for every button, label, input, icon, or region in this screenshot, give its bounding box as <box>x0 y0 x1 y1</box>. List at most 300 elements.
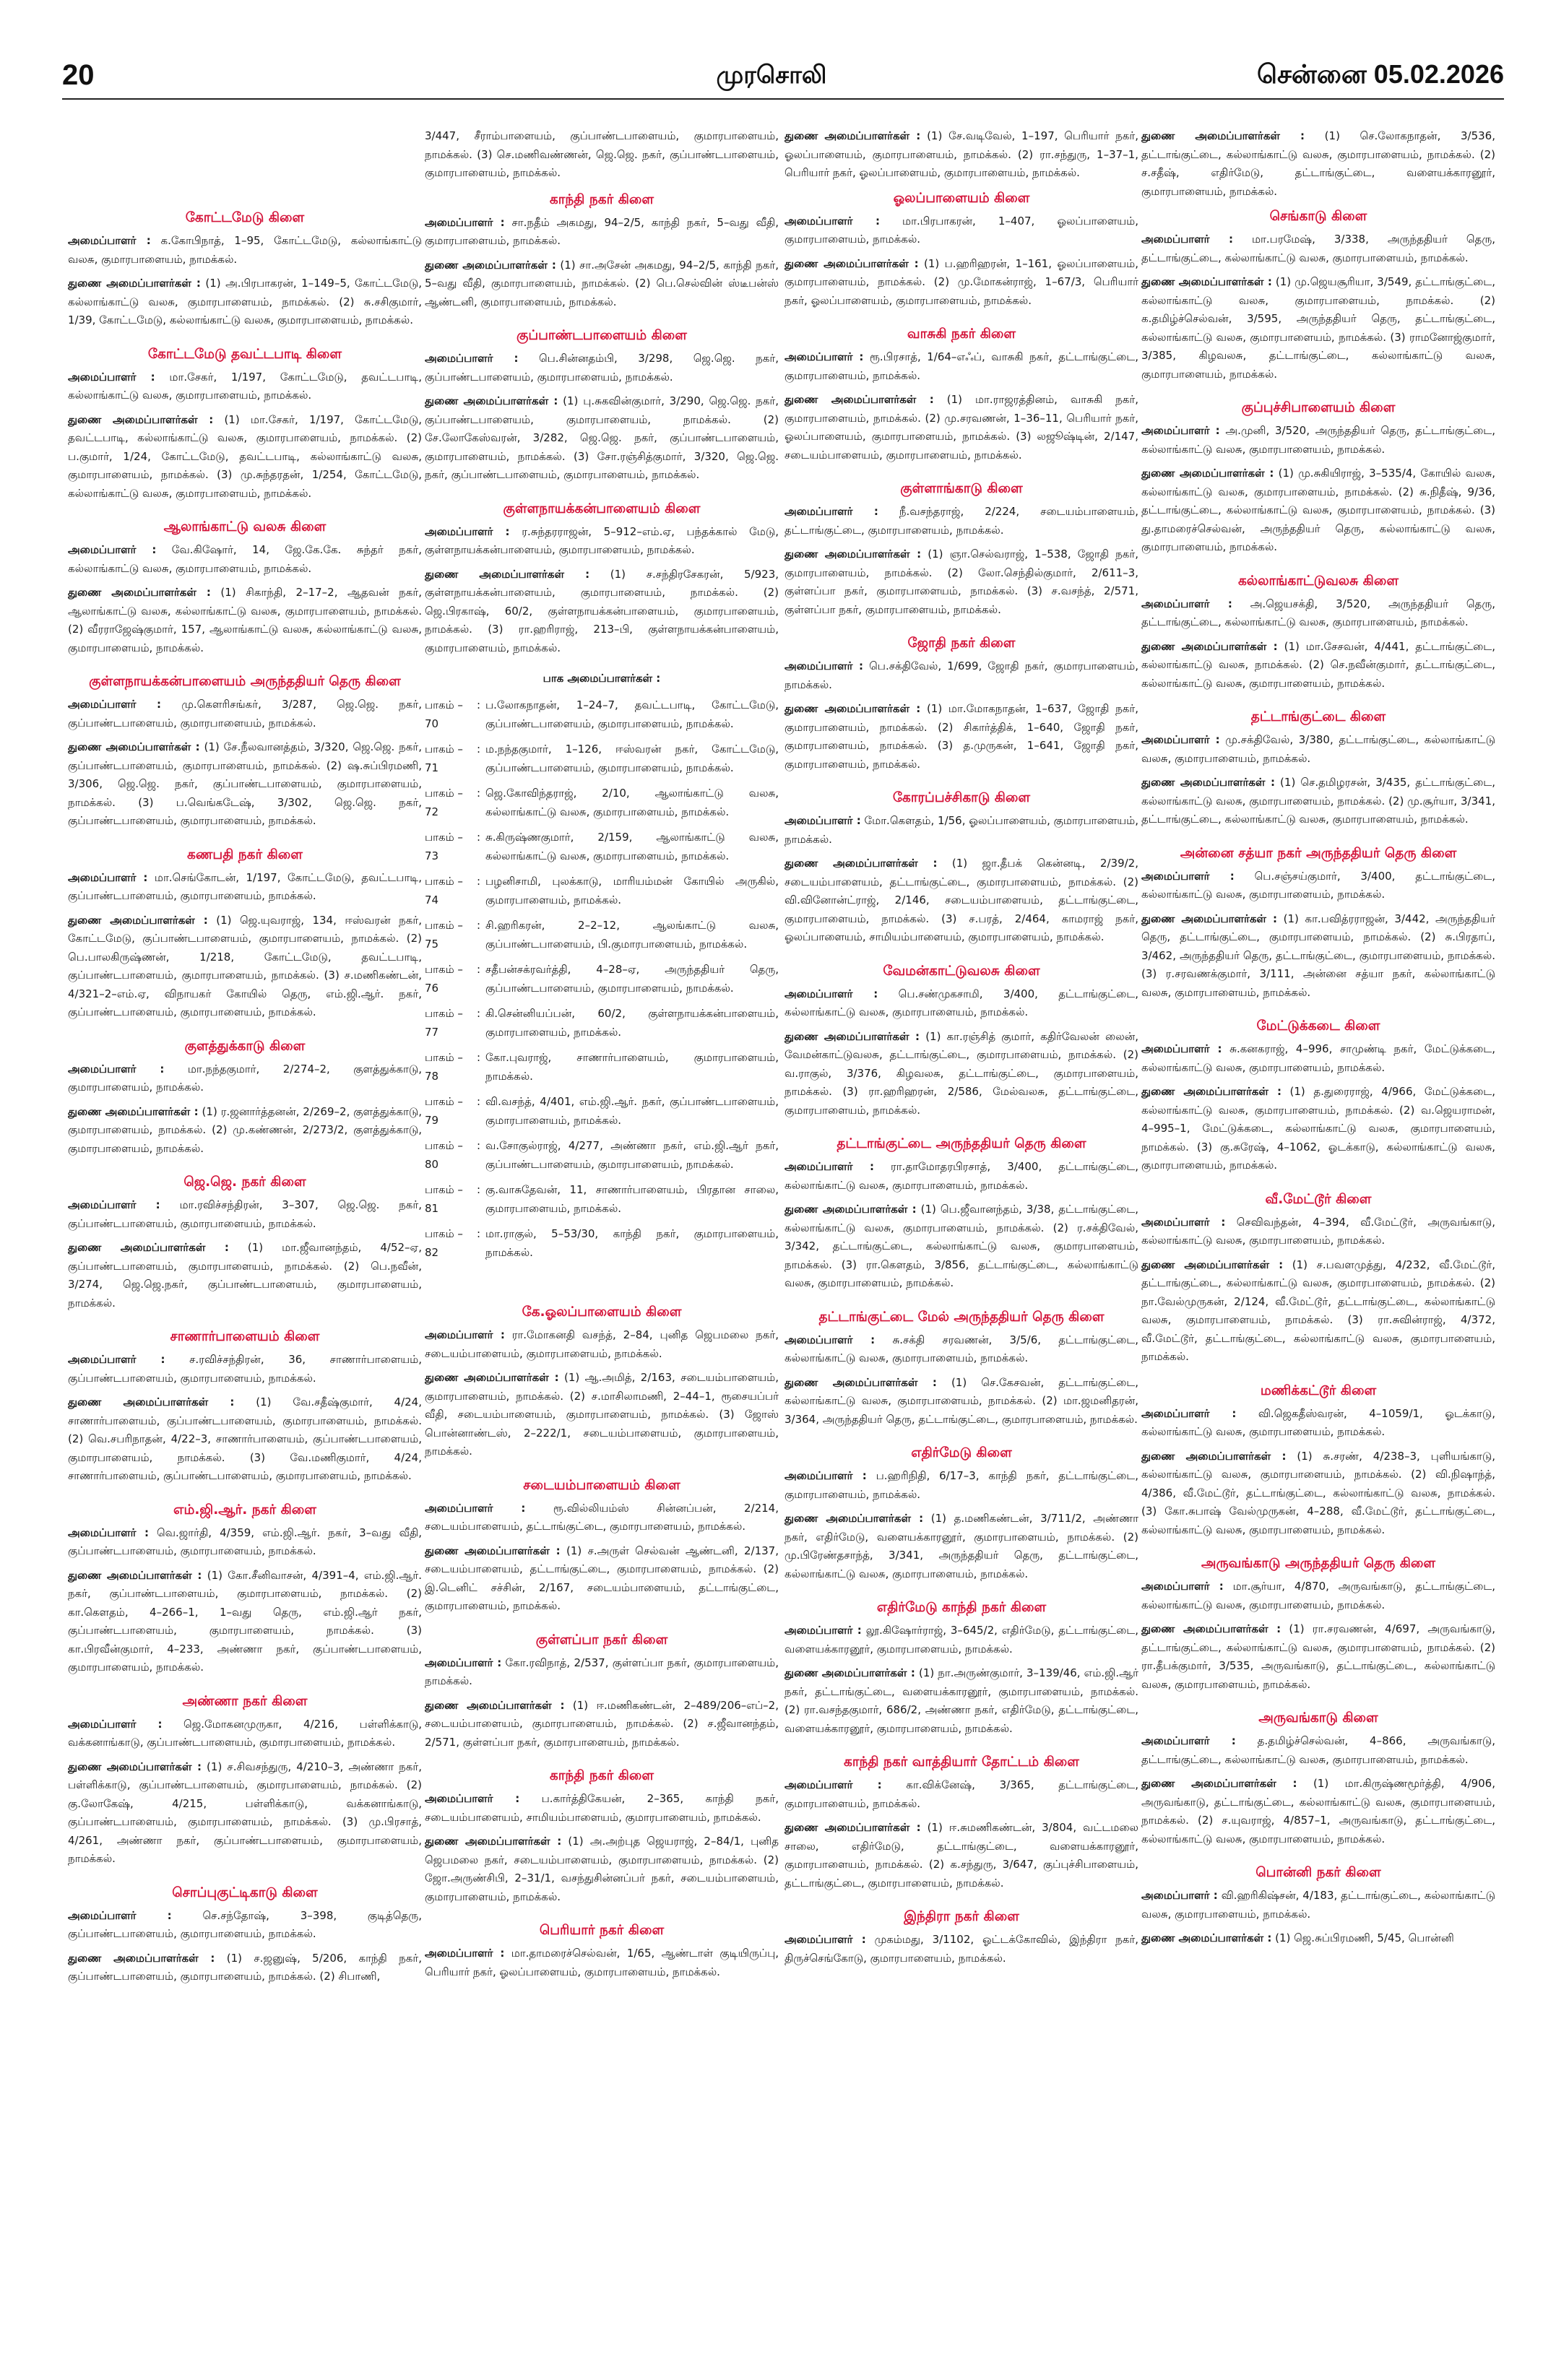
member-details: (1) சு.சரண், 4/238–3, புளியங்காடு, கல்லாங்காட்டு வலசு, குமாரபாளையம், நாமக்கல். (2) வி.நிஷாந்த், 4/386, வீ.மேட்டூர், தட்டாங்குட்டை, கல்லாங்காட்டு வலசு, நாமக்கல். (3) கோ.சுபாஷ் வேல்முருகன், 4–288, வீ.மேட்டூர், தட்டாங்குட்டை, கல்லாங்காட்டு வலசு, குமாரபாளையம், நாமக்கல். <box>1141 1449 1495 1536</box>
member-details: மு.கௌரிசங்கர், 3/287, ஜெ.ஜெ. நகர், குப்பாண்டபாளையம், குமாரபாளையம், நாமக்கல். <box>68 698 422 730</box>
continued-text: 3/447, சீராம்பாளையம், குப்பாண்டபாளையம், குமாரபாளையம், நாமக்கல். (3) செ.மணிவண்ணன், ஜெ.ஜெ. நகர், குப்பாண்டபாளையம், குமாரபாளையம், நாமக்கல். <box>425 129 779 179</box>
booth-number: பாகம் – 81 <box>425 1183 463 1215</box>
role-label: துணை அமைப்பாளர்கள் : <box>425 394 558 407</box>
branch-section <box>425 1766 779 1906</box>
role-label: அமைப்பாளர் : <box>425 1947 505 1960</box>
branch-section <box>1141 1016 1495 1175</box>
member-entry <box>785 1331 1138 1368</box>
branch-section <box>1141 1554 1495 1694</box>
member-entry <box>68 274 422 330</box>
member-details: (1) மா.ஜீவானந்தம், 4/52–ஏ, குப்பாண்டபாளையம், குமாரபாளையம், நாமக்கல். (2) பெ.நவீன், 3/274, ஜெ.ஜெ.நகர், குப்பாண்டபாளையம், குமாரபாளையம், நாமக்கல். <box>68 1241 422 1310</box>
member-details: சா.நதீம் அகமது, 94–2/5, காந்தி நகர், 5–வது வீதி, குமாரபாளையம், நாமக்கல். <box>425 215 779 247</box>
member-entry <box>1141 422 1495 459</box>
booth-organiser: மா.ராகுல், 5–53/30, காந்தி நகர், குமாரபாளையம், நாமக்கல். <box>485 1227 779 1259</box>
booth-row <box>425 917 779 953</box>
member-details: (1) அ.பிரபாகரன், 1–149–5, கோட்டமேடு, கல்லாங்காட்டு வலசு, குமாரபாளையம், நாமக்கல். (2) சு.சசிகுமார், 1/39, கோட்டமேடு, கல்லாங்காட்டு வலசு, குமாரபாளையம், நாமக்கல். <box>68 277 422 326</box>
branch-title: சொப்புகுட்டிகாடு கிளை <box>172 1884 318 1900</box>
member-entry <box>785 545 1138 619</box>
branch-title: செங்காடு கிளை <box>1269 209 1367 224</box>
branch-section <box>785 1443 1138 1583</box>
role-label: துணை அமைப்பாளர்கள் : <box>1141 1449 1287 1463</box>
branch-title: கோரப்பச்சிகாடு கிளை <box>892 790 1031 805</box>
branch-section <box>785 324 1138 464</box>
branch-title: குப்பாண்டபாளையம் கிளை <box>517 328 687 343</box>
member-entry <box>68 696 422 732</box>
member-entry <box>785 127 1138 183</box>
member-entry <box>1141 1887 1495 1924</box>
booth-row <box>425 873 779 909</box>
edition-date: சென்னை 05.02.2026 <box>1256 59 1504 89</box>
branch-title: சாணார்பாளையம் கிளை <box>170 1329 320 1344</box>
member-entry <box>785 1028 1138 1120</box>
booth-row <box>425 961 779 998</box>
member-details: (1) ச.பவளமுத்து, 4/232, வீ.மேட்டூர், தட்டாங்குட்டை, கல்லாங்காட்டு வலசு, குமாரபாளையம், நாமக்கல். (2) நா.வேல்முருகன், 2/124, வீ.மேட்டூர், தட்டாங்குட்டை, கல்லாங்காட்டு வலசு, குமாரபாளையம், நாமக்கல். (3) ரா.சுவின்ராஜ், 4/372, வீ.மேட்டூர், தட்டாங்குட்டை, கல்லாங்காட்டு வலசு, குமாரபாளையம், நாமக்கல். <box>1141 1258 1495 1363</box>
member-details: (1) வே.சதீஷ்குமார், 4/24, சாணார்பாளையம், குப்பாண்டபாளையம், குமாரபாளையம், நாமக்கல். (2) வெ.சபரிநாதன், 4/22–3, சாணார்பாளையம், குப்பாண்டபாளையம், குமாரபாளையம், நாமக்கல். (3) வே.மணிகுமார், 4/24, சாணார்பாளையம், குப்பாண்டபாளையம், குமாரபாளையம், நாமக்கல். <box>68 1395 422 1482</box>
member-entry <box>785 1776 1138 1813</box>
branch-title: தட்டாங்குட்டை கிளை <box>1250 709 1386 724</box>
member-entry <box>68 738 422 831</box>
member-details: (1) ஞா.செல்வராஜ், 1–538, ஜோதி நகர், குமாரபாளையம், நாமக்கல். (2) லோ.செந்தில்குமார், 2/611–3, குள்ளப்பா நகர், குமாரபாளையம், நாமக்கல். (3) ச.வசந்த், 2/571, குள்ளப்பா நகர், குமாரபாளையம், நாமக்கல். <box>785 548 1138 616</box>
role-label: அமைப்பாளர் : <box>785 214 880 228</box>
role-label: துணை அமைப்பாளர்கள் : <box>1141 275 1272 288</box>
member-entry <box>785 1931 1138 1968</box>
member-details: வி.ஹரிகிஷ்சன், 4/183, தட்டாங்குட்டை, கல்லாங்காட்டு வலசு, குமாரபாளையம், நாமக்கல். <box>1141 1889 1495 1921</box>
booth-organiser: கி.சென்னியப்பன், 60/2, குள்ளநாயக்கன்பாளையம், குமாரபாளையம், நாமக்கல். <box>485 1007 779 1039</box>
role-label: அமைப்பாளர் : <box>68 698 162 711</box>
member-details: கா.விக்னேஷ், 3/365, தட்டாங்குட்டை, குமாரபாளையம், நாமக்கல். <box>785 1778 1138 1810</box>
branch-title: கே.ஓலப்பாளையம் கிளை <box>522 1304 682 1320</box>
role-label: துணை அமைப்பாளர்கள் : <box>785 129 921 142</box>
member-details: மோ.கௌதம், 1/56, ஓலப்பாளையம், குமாரபாளையம், நாமக்கல். <box>785 814 1138 846</box>
member-entry <box>785 1200 1138 1293</box>
member-details: (1) சே.நீலவானத்தம், 3/320, ஜெ.ஜெ. நகர், குப்பாண்டபாளையம், குமாரபாளையம், நாமக்கல். (2) ஷ.சுப்பிரமணி, 3/306, ஜெ.ஜெ. நகர், குப்பாண்டபாளையம், குமாரபாளையம், நாமக்கல். (3) ப.வெங்கடேஷ், 3/302, ஜெ.ஜெ. நகர், குப்பாண்டபாளையம், குமாரபாளையம், நாமக்கல். <box>68 740 422 827</box>
branch-title: தட்டாங்குட்டை மேல் அருந்ததியர் தெரு கிளை <box>818 1309 1105 1325</box>
role-label: அமைப்பாளர் : <box>425 1656 502 1669</box>
branch-title: பெரியார் நகர் கிளை <box>539 1923 665 1938</box>
role-label: அமைப்பாளர் : <box>425 352 519 365</box>
branch-title: அருவங்காடு அருந்ததியர் தெரு கிளை <box>1201 1556 1436 1571</box>
role-label: துணை அமைப்பாளர்கள் : <box>785 393 934 406</box>
branch-section <box>1141 1190 1495 1367</box>
role-label: அமைப்பாளர் : <box>1141 1215 1226 1229</box>
role-label: துணை அமைப்பாளர்கள் : <box>68 1241 229 1254</box>
role-label: அமைப்பாளர் : <box>1141 1889 1218 1902</box>
branch-title: ஜெ.ஜெ. நகர் கிளை <box>183 1174 306 1190</box>
member-details: (1) ஜெ.சுப்பிரமணி, 5/45, பொன்னி <box>1271 1931 1454 1944</box>
role-label: அமைப்பாளர் : <box>785 1778 882 1791</box>
member-entry <box>1141 464 1495 557</box>
booth-number: பாகம் – 72 <box>425 787 463 818</box>
branch-section <box>68 1327 422 1486</box>
member-details: (1) மா.ராஜரத்தினம், வாசுகி நகர், குமாரபாளையம், நாமக்கல். (2) மு.சரவணன், 1–36–11, பெரியார் நகர், ஓலப்பாளையம், குமாரபாளையம், நாமக்கல். (3) லஜூஷ்டின், 2/147, சடையம்பாளையம், குமாரபாளையம், நாமக்கல். <box>785 393 1138 462</box>
role-label: துணை அமைப்பாளர்கள் : <box>1141 1622 1281 1635</box>
branch-section <box>1141 844 1495 1003</box>
booth-separator: : <box>477 1007 481 1020</box>
member-details: மா.பரமேஷ், 3/338, அருந்ததியர் தெரு, தட்டாங்குட்டை, கல்லாங்காட்டு வலசு, குமாரபாளையம், நாமக்கல். <box>1141 233 1495 264</box>
branch-section <box>425 1630 779 1752</box>
member-entry <box>1141 638 1495 693</box>
role-label: துணை அமைப்பாளர்கள் : <box>1141 1085 1281 1098</box>
booth-separator: : <box>477 1095 481 1108</box>
role-label: அமைப்பாளர் : <box>68 234 151 247</box>
role-label: துணை அமைப்பாளர்கள் : <box>1141 639 1278 653</box>
masthead-divider <box>62 98 1504 100</box>
booth-separator: : <box>477 787 481 800</box>
branch-title: எம்.ஜி.ஆர். நகர் கிளை <box>173 1502 316 1518</box>
branch-title: எதிர்மேடு காந்தி நகர் கிளை <box>876 1600 1047 1615</box>
member-entry <box>1141 731 1495 768</box>
role-label: துணை அமைப்பாளர்கள் : <box>68 1951 215 1965</box>
role-label: அமைப்பாளர் : <box>68 870 148 884</box>
role-label: துணை அமைப்பாளர்கள் : <box>1141 467 1274 480</box>
member-entry <box>425 1832 779 1906</box>
branch-section <box>785 788 1138 947</box>
member-entry <box>425 1369 779 1461</box>
booth-separator: : <box>477 698 481 711</box>
branch-section <box>785 479 1138 619</box>
member-details: (1) செ.லோகநாதன், 3/536, தட்டாங்குட்டை, கல்லாங்காட்டு வலசு, குமாரபாளையம், நாமக்கல். (2) ச.சதீஷ், எதிர்மேடு, தட்டாங்குட்டை, வளையக்காரனூர், குமாரபாளையம், நாமக்கல். <box>1141 129 1495 198</box>
member-entry <box>68 584 422 657</box>
member-details: மா.ரவிச்சந்திரன், 3–307, ஜெ.ஜெ. நகர், குப்பாண்டபாளையம், குமாரபாளையம், நாமக்கல். <box>68 1198 422 1230</box>
booth-organiser: சு.கிருஷ்ணகுமார், 2/159, ஆலாங்காட்டு வலசு, கல்லாங்காட்டு வலசு, குமாரபாளையம், நாமக்கல். <box>485 831 779 862</box>
member-details: பெ.சக்திவேல், 1/699, ஜோதி நகர், குமாரபாளையம், நாமக்கல். <box>785 659 1138 691</box>
role-label: அமைப்பாளர் : <box>785 1160 874 1173</box>
branch-title: அன்னை சத்யா நகர் அருந்ததியர் தெரு கிளை <box>1180 845 1457 861</box>
member-details: அ.ஜெயசக்தி, 3/520, அருந்ததியர் தெரு, தட்டாங்குட்டை, கல்லாங்காட்டு வலசு, குமாரபாளையம், நாமக்கல். <box>1141 597 1495 628</box>
branch-title: கணபதி நகர் கிளை <box>187 847 303 862</box>
booth-organiser: ம.நந்தகுமார், 1–126, ஈஸ்வரன் நகர், கோட்டமேடு, குப்பாண்டபாளையம், குமாரபாளையம், நாமக்கல். <box>485 743 779 774</box>
branch-section <box>68 1500 422 1677</box>
role-label: துணை அமைப்பாளர்கள் : <box>68 1568 202 1582</box>
role-label: அமைப்பாளர் : <box>425 524 510 538</box>
booth-organiser: பழனிசாமி, புலக்காடு, மாரியம்மன் கோயில் அருகில், குமாரபாளையம், நாமக்கல். <box>485 875 779 906</box>
role-label: துணை அமைப்பாளர்கள் : <box>68 913 208 927</box>
member-details: (1) செ.தமிழரசன், 3/435, தட்டாங்குட்டை, கல்லாங்காட்டு வலசு, குமாரபாளையம், நாமக்கல். (2) மு.சூர்யா, 3/341, தட்டாங்குட்டை, கல்லாங்காட்டு வலசு, குமாரபாளையம், நாமக்கல். <box>1141 776 1495 826</box>
member-details: மா.தாமரைச்செல்வன், 1/65, ஆண்டாள் குடியிருப்பு, பெரியார் நகர், ஓலப்பாளையம், குமாரபாளையம், நாமக்கல். <box>425 1947 779 1978</box>
role-label: அமைப்பாளர் : <box>1141 733 1220 746</box>
member-entry <box>425 1654 779 1691</box>
branch-section <box>1141 1381 1495 1540</box>
booth-number: பாகம் – 78 <box>425 1051 463 1083</box>
booth-row <box>425 1093 779 1130</box>
member-entry <box>425 1697 779 1752</box>
member-details: வெ.ஜார்தி, 4/359, எம்.ஜி.ஆர். நகர், 3–வது வீதி, குப்பாண்டபாளையம், குமாரபாளையம், நாமக்கல். <box>68 1526 422 1557</box>
branch-title: குளத்துக்காடு கிளை <box>184 1038 306 1054</box>
member-entry <box>68 368 422 405</box>
role-label: துணை அமைப்பாளர்கள் : <box>68 412 214 426</box>
booth-number: பாகம் – 82 <box>425 1227 463 1259</box>
member-entry <box>1141 273 1495 384</box>
branch-section <box>68 517 422 657</box>
member-entry <box>785 503 1138 540</box>
booth-organiser: ஜெ.கோவிந்தராஜ், 2/10, ஆலாங்காட்டு வலசு, கல்லாங்காட்டு வலசு, குமாரபாளையம், நாமக்கல். <box>485 787 779 818</box>
newspaper-name: முரசொலி <box>716 61 827 90</box>
member-entry <box>1141 1620 1495 1694</box>
role-label: துணை அமைப்பாளர்கள் : <box>785 1029 920 1043</box>
member-details: ரூ.வில்லியம்ஸ் சின்னப்பன், 2/214, சடையம்பாளையம், தட்டாங்குட்டை, குமாரபாளையம், நாமக்கல். <box>425 1501 779 1533</box>
role-label: துணை அமைப்பாளர்கள் : <box>1141 129 1305 142</box>
role-label: அமைப்பாளர் : <box>68 370 155 384</box>
member-entry <box>785 854 1138 947</box>
booth-row <box>425 1225 779 1262</box>
member-details: (1) செ.கேசவன், தட்டாங்குட்டை, கல்லாங்காட்டு வலசு, குமாரபாளையம், நாமக்கல். (2) மா.ஜமனிதரன், 3/364, அருந்ததியர் தெரு, தட்டாங்குட்டை, குமாரபாளையம், நாமக்கல். <box>785 1375 1138 1426</box>
member-details: (1) சிகாந்தி, 2–17–2, ஆதவன் நகர், ஆலாங்காட்டு வலசு, கல்லாங்காட்டு வலசு, குமாரபாளையம், நாமக்கல். (2) வீரராஜேஷ்குமார், 157, ஆலாங்காட்டு வலசு, கல்லாங்காட்டு வலசு, குமாரபாளையம், நாமக்கல். <box>68 586 422 654</box>
member-entry <box>425 1326 779 1363</box>
member-entry <box>68 1103 422 1159</box>
branch-section <box>785 189 1138 311</box>
member-entry <box>1141 1083 1495 1175</box>
member-details: (1) த.மணிகண்டன், 3/711/2, அண்ணா நகர், எதிர்மேடு, வளையக்காரனூர், குமாரபாளையம், நாமக்கல். (2) மு.பிரேண்தசாந்த், 3/341, அருந்ததியர் தெரு, தட்டாங்குட்டை, கல்லாங்காட்டு வலசு, குமாரபாளையம், நாமக்கல். <box>785 1512 1138 1580</box>
member-details: சு.கனகராஜ், 4–996, சாமுண்டி நகர், மேட்டுக்கடை, கல்லாங்காட்டு வலசு, குமாரபாளையம், நாமக்கல். <box>1141 1042 1495 1074</box>
member-details: சு.சக்தி சரவணன், 3/5/6, தட்டாங்குட்டை, கல்லாங்காட்டு வலசு, குமாரபாளையம், நாமக்கல். <box>785 1333 1138 1364</box>
branch-title: அருவங்காடு கிளை <box>1258 1710 1378 1726</box>
member-details: ரா.தாமோதரபிரசாத், 3/400, தட்டாங்குட்டை, கல்லாங்காட்டு வலசு, குமாரபாளையம், நாமக்கல். <box>785 1160 1138 1192</box>
member-details: பெ.சஞ்சய்குமார், 3/400, தட்டாங்குட்டை, கல்லாங்காட்டு வலசு, குமாரபாளையம், நாமக்கல். <box>1141 869 1495 901</box>
branch-section <box>785 1134 1138 1293</box>
branch-title: குள்ளாங்காடு கிளை <box>900 481 1023 496</box>
member-details: (1) ஈ.மணிகண்டன், 2–489/206–எப்–2, சடையம்பாளையம், குமாரபாளையம், நாமக்கல். (2) ச.ஜீவானந்தம், 2/571, குள்ளப்பா நகர், குமாரபாளையம், நாமக்கல். <box>425 1698 779 1749</box>
branch-section <box>68 1883 422 1986</box>
member-details: (1) மா.சேகர், 1/197, கோட்டமேடு, தவட்டபாடி, கல்லாங்காட்டு வலசு, குமாரபாளையம், நாமக்கல். (2) ப.குமார், 1/24, கோட்டமேடு, தவட்டபாடி, கல்லாங்காட்டு வலசு, குமாரபாளையம், நாமக்கல். (3) மு.சுந்தரதன், 1/254, கோட்டமேடு, கல்லாங்காட்டு வலசு, குமாரபாளையம், நாமக்கல். <box>68 412 422 500</box>
booth-separator: : <box>477 1051 481 1064</box>
member-details: (1) ஜெ.யுவராஜ், 134, ஈஸ்வரன் நகர், கோட்டமேடு, குப்பாண்டபாளையம், குமாரபாளையம், நாமக்கல். (2) பெ.பாலகிருஷ்ணன், 1/218, கோட்டமேடு, தவட்டபாடி, குப்பாண்டபாளையம், குமாரபாளையம், நாமக்கல். (3) ச.மணிகண்டன், 4/321–2–எம்.ஏ, விநாயகர் கோயில் தெரு, எம்.ஜி.ஆர். நகர், குப்பாண்டபாளையம், குமாரபாளையம், நாமக்கல். <box>68 913 422 1018</box>
branch-section <box>785 1307 1138 1429</box>
member-details: மா.பிரபாகரன், 1–407, ஓலப்பாளையம், குமாரபாளையம், நாமக்கல். <box>785 214 1138 246</box>
booth-number: பாகம் – 79 <box>425 1095 463 1127</box>
member-details: ஜெ.மோகனமுருகா, 4/216, பள்ளிக்காடு, வக்கனாங்காடு, குப்பாண்டபாளையம், குமாரபாளையம், நாமக்கல். <box>68 1717 422 1749</box>
member-entry <box>785 212 1138 249</box>
role-label: அமைப்பாளர் : <box>68 1062 165 1076</box>
role-label: துணை அமைப்பாளர்கள் : <box>425 1698 565 1712</box>
role-label: அமைப்பாளர் : <box>785 987 878 1000</box>
member-details: லூ.கிஷோர்ராஜ், 3–645/2, எதிர்மேடு, தட்டாங்குட்டை, வளையக்காரனூர், குமாரபாளையம், நாமக்கல். <box>785 1624 1138 1656</box>
member-entry <box>785 1158 1138 1195</box>
member-entry <box>1141 910 1495 1003</box>
member-details: (1) மு.ஜெயசூரியா, 3/549, தட்டாங்குட்டை, கல்லாங்காட்டு வலசு, குமாரபாளையம், நாமக்கல். (2) க.தமிழ்ச்செல்வன், 3/595, அருந்ததியர் தெரு, தட்டாங்குட்டை, கல்லாங்காட்டு வலசு, குமாரபாளையம், நாமக்கல். (3) ராமனோஜ்குமார், 3/385, கிழவலசு, தட்டாங்குட்டை, கல்லாங்காட்டு வலசு, குமாரபாளையம், நாமக்கல். <box>1141 275 1495 381</box>
role-label: துணை அமைப்பாளர்கள் : <box>785 702 921 715</box>
member-entry <box>785 700 1138 774</box>
masthead <box>0 0 1543 101</box>
member-entry <box>1141 1256 1495 1367</box>
member-details: (1) கா.ரஞ்சித் குமார், கதிர்வேலன் லைன், வேமன்காட்டுவலசு, தட்டாங்குட்டை, குமாரபாளையம், நாமக்கல். (2) வ.ராகுல், 3/376, கிழவலசு, தட்டாங்குட்டை, குமாரபாளையம், நாமக்கல். (3) ரா.ஹரிஹரன், 2/586, மேல்வலசு, தட்டாங்குட்டை, குமாரபாளையம், நாமக்கல். <box>785 1029 1138 1117</box>
branch-section <box>68 1692 422 1869</box>
member-entry <box>425 1790 779 1827</box>
role-label: அமைப்பாளர் : <box>425 215 505 229</box>
role-label: அமைப்பாளர் : <box>1141 1406 1237 1420</box>
role-label: அமைப்பாளர் : <box>785 1933 866 1946</box>
role-label: அமைப்பாளர் : <box>68 1526 149 1539</box>
branch-section <box>1141 707 1495 829</box>
member-details: (1) சா.அசேன் அகமது, 94–2/5, காந்தி நகர், 5–வது வீதி, குமாரபாளையம், நாமக்கல். (2) பெ.செல்வின் ஸ்டீபன்ஸ் ஆண்டனி, குமாரபாளையம், நாமக்கல். <box>425 258 779 308</box>
member-details: பெ.சண்முகசாமி, 3/400, தட்டாங்குட்டை, கல்லாங்காட்டு வலசு, குமாரபாளையம், நாமக்கல். <box>785 987 1138 1018</box>
member-entry <box>68 912 422 1022</box>
booth-organiser: கோ.புவராஜ், சாணார்பாளையம், குமாரபாளையம், நாமக்கல். <box>485 1051 779 1083</box>
branch-section <box>425 1476 779 1616</box>
branch-title: மேட்டுக்கடை கிளை <box>1256 1018 1380 1034</box>
role-label: துணை அமைப்பாளர்கள் : <box>68 277 201 290</box>
branch-title: குள்ளநாயக்கன்பாளையம் கிளை <box>503 501 701 516</box>
member-details: ச.ரவிச்சந்திரன், 36, சாணார்பாளையம், குப்பாண்டபாளையம், குமாரபாளையம், நாமக்கல். <box>68 1353 422 1385</box>
column-2 <box>425 127 779 2366</box>
member-details: ர.சுந்தரராஜன், 5–912–எம்.ஏ, பந்தக்கால் மேடு, குள்ளநாயக்கன்பாளையம், குமாரபாளையம், நாமக்கல். <box>425 524 779 556</box>
role-label: அமைப்பாளர் : <box>785 659 864 672</box>
branch-section <box>425 190 779 312</box>
member-entry <box>1141 230 1495 267</box>
member-entry <box>785 985 1138 1022</box>
branch-title: குள்ளப்பா நகர் கிளை <box>535 1632 668 1648</box>
member-entry <box>425 1944 779 1981</box>
member-entry <box>1141 1405 1495 1442</box>
member-details: (1) ஜா.தீபக் கென்னடி, 2/39/2, சடையம்பாளையம், தட்டாங்குட்டை, குமாரபாளையம், நாமக்கல். (2) வி.வினோன்ட்ராஜ், 2/146, சடையம்பாளையம், தட்டாங்குட்டை, குமாரபாளையம், நாமக்கல். (3) ச.பரத், 2/464, காமராஜ் நகர், ஓலப்பாளையம், சாமியம்பாளையம், குமாரபாளையம், நாமக்கல். <box>785 857 1138 943</box>
member-details: செ.சந்தோஷ், 3–398, குடித்தெரு, குப்பாண்டபாளையம், குமாரபாளையம், நாமக்கல். <box>68 1908 422 1940</box>
branch-title: பொன்னி நகர் கிளை <box>1255 1865 1381 1880</box>
role-label: துணை அமைப்பாளர்கள் : <box>425 1371 559 1384</box>
member-entry <box>1141 774 1495 829</box>
member-entry <box>68 541 422 578</box>
branch-title: காந்தி நகர் கிளை <box>549 191 654 207</box>
role-label: அமைப்பாளர் : <box>1141 1580 1224 1593</box>
booth-number: பாகம் – 71 <box>425 743 463 774</box>
role-label: அமைப்பாளர் : <box>1141 233 1233 246</box>
branch-section <box>785 1907 1138 1968</box>
member-details: (1) த.துரைராஜ், 4/966, மேட்டுக்கடை, கல்லாங்காட்டு வலசு, குமாரபாளையம், நாமக்கல். (2) வ.ஜெயராமன், 4–995–1, மேட்டுக்கடை, கல்லாங்காட்டு வலசு, குமாரபாளையம், நாமக்கல். (3) கு.சுரேஷ், 4–1062, ஓடக்காடு, கல்லாங்காட்டு வலசு, குமாரபாளையம், நாமக்கல். <box>1141 1085 1495 1172</box>
role-label: துணை அமைப்பாளர்கள் : <box>425 1835 562 1848</box>
member-entry <box>1141 1732 1495 1769</box>
role-label: அமைப்பாளர் : <box>425 1792 520 1805</box>
booth-row <box>425 696 779 733</box>
booth-row <box>425 828 779 865</box>
booth-separator: : <box>477 919 481 932</box>
role-label: அமைப்பாளர் : <box>425 1328 505 1341</box>
column-4 <box>1141 127 1495 2366</box>
member-entry <box>68 1351 422 1388</box>
branch-title: கோட்டமேடு கிளை <box>185 210 305 225</box>
role-label: அமைப்பாளர் : <box>1141 424 1220 437</box>
branch-title: குப்புச்சிபாளையம் கிளை <box>1241 400 1396 415</box>
booth-organiser: சி.ஹரிகரன், 2–2–12, ஆலங்காட்டு வலசு, குப்பாண்டபாளையம், பி.குமாரபாளையம், நாமக்கல். <box>485 919 779 951</box>
role-label: அமைப்பாளர் : <box>68 1353 165 1366</box>
branch-title: எதிர்மேடு கிளை <box>911 1445 1012 1461</box>
member-entry <box>425 1500 779 1536</box>
member-entry <box>1141 1775 1495 1848</box>
booth-number: பாகம் – 74 <box>425 875 463 906</box>
branch-section <box>68 208 422 330</box>
member-entry <box>785 1510 1138 1583</box>
member-entry <box>425 1542 779 1616</box>
role-label: அமைப்பாளர் : <box>1141 1042 1222 1055</box>
branch-title: கோட்டமேடு தவட்டபாடி கிளை <box>147 346 342 362</box>
branch-title: சடையம்பாளையம் கிளை <box>523 1477 680 1493</box>
member-entry <box>785 255 1138 311</box>
member-details: (1) ஈ.சுமணிகண்டன், 3/804, வட்டமலை சாலை, எதிர்மேடு, தட்டாங்குட்டை, வளையக்காரனூர், குமாரபாளையம், நாமக்கல். (2) க.சந்துரு, 3/647, குப்புச்சிபாளையம், தட்டாங்குட்டை, குமாரபாளையம், நாமக்கல். <box>785 1821 1138 1890</box>
branch-section <box>68 672 422 831</box>
branch-title: அண்ணா நகர் கிளை <box>182 1693 308 1709</box>
booth-number: பாகம் – 70 <box>425 698 463 730</box>
member-details: (1) பெ.ஜீவானந்தம், 3/38, தட்டாங்குட்டை, கல்லாங்காட்டு வலசு, குமாரபாளையம், நாமக்கல். (2) ர.சக்திவேல், 3/342, தட்டாங்குட்டை, கல்லாங்காட்டு வலசு, குமாரபாளையம், நாமக்கல். (3) ரா.கௌதம், 3/856, தட்டாங்குட்டை, கல்லாங்காட்டு வலசு, குமாரபாளையம், நாமக்கல். <box>785 1203 1138 1289</box>
member-entry <box>1141 1213 1495 1250</box>
member-entry <box>785 1622 1138 1658</box>
member-details: (1) பு.சுகவின்குமார், 3/290, ஜெ.ஜெ. நகர், குப்பாண்டபாளையம், குமாரபாளையம், நாமக்கல். (2) சே.லோகேஸ்வரன், 3/282, ஜெ.ஜெ. நகர், குப்பாண்டபாளையம், குமாரபாளையம், நாமக்கல். (3) சோ.ரஞ்சித்குமார், 3/320, ஜெ.ஜெ. நகர், குப்பாண்டபாளையம், குமாரபாளையம், நாமக்கல். <box>425 394 779 481</box>
booth-row <box>425 1181 779 1218</box>
member-details: கோ.ரவிநாத், 2/537, குள்ளப்பா நகர், குமாரபாளையம், நாமக்கல். <box>425 1656 779 1687</box>
role-label: அமைப்பாளர் : <box>785 1469 867 1482</box>
branch-section <box>785 1752 1138 1892</box>
member-entry <box>68 1950 422 1986</box>
role-label: துணை அமைப்பாளர்கள் : <box>425 258 556 272</box>
member-details: ரா.மோகனதி வசந்த், 2–84, புனித ஜெபமலை நகர், சடையம்பாளையம், குமாரபாளையம், நாமக்கல். <box>425 1328 779 1360</box>
role-label: துணை அமைப்பாளர்கள் : <box>785 1666 915 1679</box>
member-details: (1) மா.கிருஷ்ணமூர்த்தி, 4/906, அருவங்காடு, தட்டாங்குட்டை, கல்லாங்காட்டு வலசு, குமாரபாளையம், நாமக்கல். (2) ச.யுவராஜ், 4/857–1, அருவங்காடு, தட்டாங்குட்டை, கல்லாங்காட்டு வலசு, குமாரபாளையம், நாமக்கல். <box>1141 1777 1495 1845</box>
member-entry <box>1141 595 1495 632</box>
role-label: துணை அமைப்பாளர்கள் : <box>1141 912 1278 925</box>
member-details: (1) மா.மோகநாதன், 1–637, ஜோதி நகர், குமாரபாளையம், நாமக்கல். (2) சிகார்த்திக், 1–640, ஜோதி நகர், குமாரபாளையம், நாமக்கல். (3) த.முருகன், 1–641, ஜோதி நகர், குமாரபாளையம், நாமக்கல். <box>785 702 1138 771</box>
branch-title: குள்ளநாயக்கன்பாளையம் அருந்ததியர் தெரு கிளை <box>89 674 401 689</box>
member-entry <box>785 812 1138 849</box>
member-entry <box>68 1524 422 1561</box>
member-entry <box>68 1196 422 1233</box>
member-details: ப.ஹரிநிதி, 6/17–3, காந்தி நகர், தட்டாங்குட்டை, குமாரபாளையம், நாமக்கல். <box>785 1469 1138 1501</box>
member-details: முகம்மது, 3/1102, ஓட்டக்கோவில், இந்திரா நகர், திருச்செங்கோடு, குமாரபாளையம், நாமக்கல். <box>785 1933 1138 1965</box>
member-details: (1) ச.அருள் செல்வன் ஆண்டனி, 2/137, சடையம்பாளையம், தட்டாங்குட்டை, குமாரபாளையம், நாமக்கல். (2) இ.டெனிட் சச்சின், 2/167, சடையம்பாளையம், தட்டாங்குட்டை, குமாரபாளையம், நாமக்கல். <box>425 1544 779 1612</box>
role-label: துணை அமைப்பாளர்கள் : <box>1141 1777 1297 1790</box>
branch-section <box>68 1037 422 1159</box>
member-entry <box>1141 1578 1495 1614</box>
member-details: (1) ச.ஜனுஷ், 5/206, காந்தி நகர், குப்பாண்டபாளையம், குமாரபாளையம், நாமக்கல். (2) சிபாணி, <box>68 1951 422 1983</box>
branch-section <box>425 326 779 485</box>
role-label: துணை அமைப்பாளர்கள் : <box>68 586 211 599</box>
member-details: (1) ஆ.அமித், 2/163, சடையம்பாளையம், குமாரபாளையம், நாமக்கல். (2) ச.மாசிலாமணி, 2–44–1, ரூசையப்பர் வீதி, சடையம்பாளையம், குமாரபாளையம், நாமக்கல். (3) ஜோஸ் பொன்னாண்டஸ், 2–222/1, சடையம்பாளையம், குமாரபாளையம், நாமக்கல். <box>425 1371 779 1458</box>
booth-row <box>425 1049 779 1086</box>
branch-section <box>785 961 1138 1120</box>
branch-title: கல்லாங்காட்டுவலசு கிளை <box>1237 573 1399 589</box>
branch-title: ஜோதி நகர் கிளை <box>907 636 1016 651</box>
member-entry <box>68 1239 422 1312</box>
member-entry <box>785 1664 1138 1738</box>
branch-section <box>425 1302 779 1461</box>
role-label: துணை அமைப்பாளர்கள் : <box>1141 1258 1284 1271</box>
member-details: மா.செங்கோடன், 1/197, கோட்டமேடு, தவட்டபாடி, குப்பாண்டபாளையம், குமாரபாளையம், நாமக்கல். <box>68 870 422 902</box>
booth-separator: : <box>477 1227 481 1240</box>
page-number: 20 <box>62 59 95 91</box>
role-label: அமைப்பாளர் : <box>785 350 864 363</box>
member-details: ப.கார்த்திகேயன், 2–365, காந்தி நகர், சடையம்பாளையம், சாமியம்பாளையம், குமாரபாளையம், நாமக்கல். <box>425 1792 779 1824</box>
role-label: அமைப்பாளர் : <box>68 1717 163 1731</box>
branch-title: காந்தி நகர் கிளை <box>549 1768 654 1783</box>
branch-title: இந்திரா நகர் கிளை <box>904 1909 1019 1924</box>
member-details: (1) கோ.சீனிவாசன், 4/391–4, எம்.ஜி.ஆர். நகர், குப்பாண்டபாளையம், குமாரபாளையம், நாமக்கல். (2) கா.கௌதம், 4–266–1, 1–வது தெரு, எம்.ஜி.ஆர் நகர், குப்பாண்டபாளையம், குமாரபாளையம், நாமக்கல். (3) கா.பிரவீன்குமார், 4–233, அண்ணா நகர், குப்பாண்டபாளையம், குமாரபாளையம், நாமக்கல். <box>68 1568 422 1674</box>
booth-organiser: கு.வாசுதேவன், 11, சாணார்பாளையம், பிரதான சாலை, குமாரபாளையம், நாமக்கல். <box>485 1183 779 1215</box>
booth-separator: : <box>477 1183 481 1196</box>
member-entry <box>785 1467 1138 1504</box>
branch-section <box>68 345 422 503</box>
booth-separator: : <box>477 963 481 976</box>
role-label: துணை அமைப்பாளர்கள் : <box>785 256 919 270</box>
member-entry <box>425 214 779 251</box>
member-details: வே.கிஷோர், 14, ஜே.கே.கே. சுந்தர் நகர், கல்லாங்காட்டு வலசு, குமாரபாளையம், நாமக்கல். <box>68 543 422 575</box>
branch-section <box>425 1921 779 1981</box>
section-gap <box>425 1269 779 1298</box>
member-details: பெ.சின்னதம்பி, 3/298, ஜெ.ஜெ. நகர், குப்பாண்டபாளையம், குமாரபாளையம், நாமக்கல். <box>425 352 779 384</box>
role-label: துணை அமைப்பாளர்கள் : <box>785 1203 917 1216</box>
member-entry <box>68 1567 422 1677</box>
role-label: அமைப்பாளர் : <box>425 1501 526 1515</box>
member-entry <box>785 348 1138 385</box>
role-label: துணை அமைப்பாளர்கள் : <box>425 567 590 581</box>
booth-number: பாகம் – 77 <box>425 1007 463 1039</box>
booth-separator: : <box>477 1139 481 1152</box>
role-label: அமைப்பாளர் : <box>785 1333 876 1346</box>
booth-number: பாகம் – 75 <box>425 919 463 951</box>
